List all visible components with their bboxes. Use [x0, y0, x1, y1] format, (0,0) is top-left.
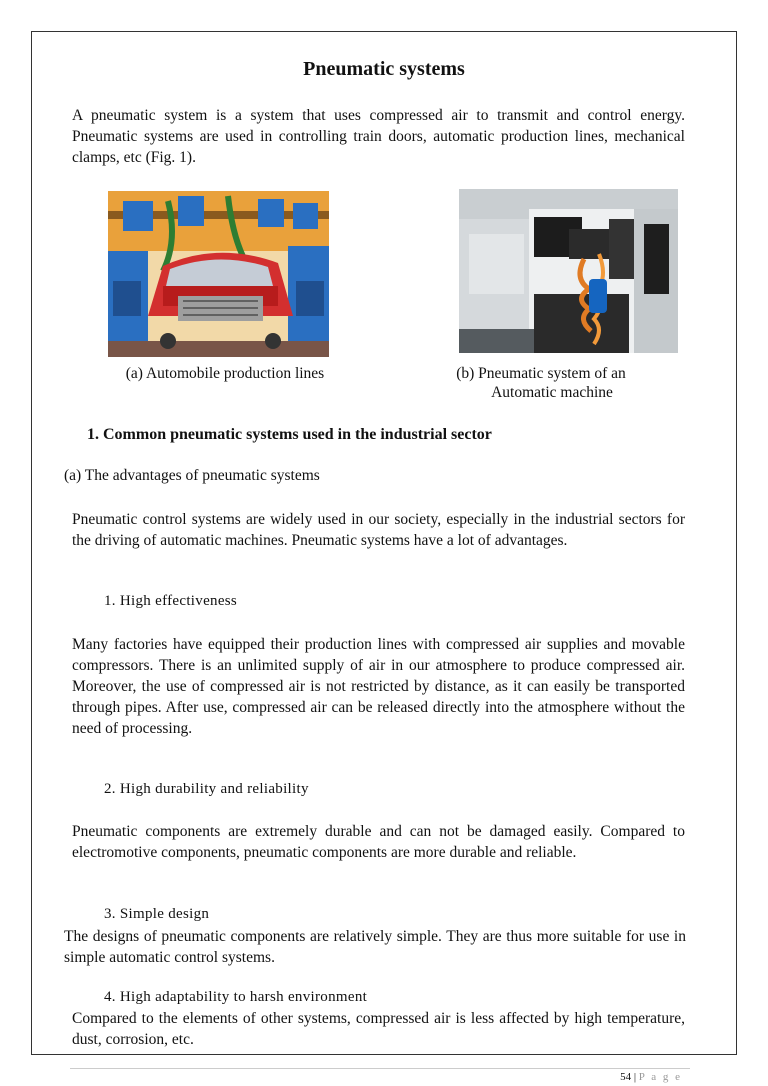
advantages-paragraph: Pneumatic control systems are widely used in our society, especially in the industrial sectors for the driving of automatic machines. Pneumatic systems have a lot of advantages.: [72, 511, 685, 549]
figure-a-caption: (a) Automobile production lines: [125, 365, 325, 382]
figure-b-caption-line2: Automatic machine: [491, 384, 613, 401]
page-footer: [620, 1071, 682, 1083]
section-heading: 1. Common pneumatic systems used in the industrial sector: [87, 426, 492, 443]
figure-pneumatic-machine: [459, 189, 678, 353]
figure-b-caption-line1: (b) Pneumatic system of an: [456, 365, 626, 382]
figure-automobile-production-line: [108, 191, 329, 357]
list-item-high-effectiveness: 1. High effectiveness: [104, 593, 238, 609]
effectiveness-paragraph: Many factories have equipped their production lines with compressed air supplies and movable compressors. There is an unlimited supply of air in our atmosphere to produce compressed air. Moreover, the use of compressed air is not restricted by distance, as it can easily be transported through pipes. After use, compressed air can be released directly into the atmosphere without the need of processing.: [72, 636, 685, 737]
page-label: P a g e: [638, 1071, 682, 1083]
footer-separator: |: [633, 1071, 637, 1083]
list-item-simple-design: 3. Simple design: [104, 906, 210, 922]
list-item-durability: 2. High durability and reliability: [104, 781, 309, 797]
adaptability-paragraph: Compared to the elements of other systems, compressed air is less affected by high temperature, dust, corrosion, etc.: [72, 1010, 685, 1048]
footer-divider: [70, 1068, 690, 1069]
intro-paragraph: A pneumatic system is a system that uses compressed air to transmit and control energy. Pneumatic systems are used in controlling train doors, automatic production lines, mechanical clamps, etc (Fig. 1).: [72, 107, 685, 166]
pneumatic-machine-photo: [459, 189, 678, 353]
car-production-illustration: [108, 191, 329, 357]
page-title: Pneumatic systems: [303, 58, 465, 80]
subsection-heading-advantages: (a) The advantages of pneumatic systems: [64, 467, 320, 484]
page-number: 54: [620, 1071, 632, 1083]
durability-paragraph: Pneumatic components are extremely durable and can not be damaged easily. Compared to electromotive components, pneumatic components are more durable and reliable.: [72, 823, 685, 861]
list-item-adaptability: 4. High adaptability to harsh environment: [104, 989, 368, 1005]
simple-design-paragraph: The designs of pneumatic components are relatively simple. They are thus more suitable for use in simple automatic control systems.: [64, 928, 686, 966]
